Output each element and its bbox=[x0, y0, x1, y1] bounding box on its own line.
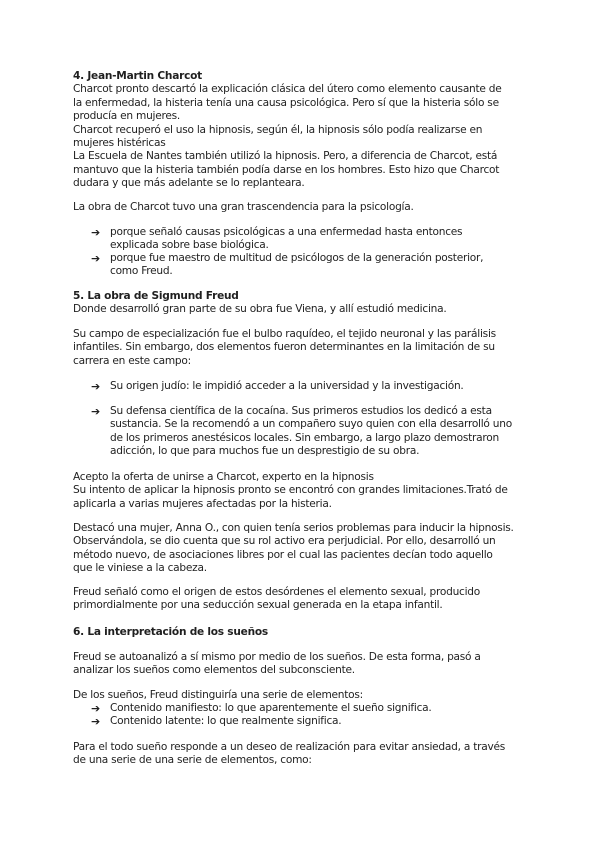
paragraph-line: La obra de Charcot tuvo una gran trascendencia para la psicología. bbox=[73, 201, 414, 213]
paragraph-line: Su campo de especialización fue el bulbo raquídeo, el tejido neuronal y las parálisis bbox=[73, 328, 496, 340]
arrow-bullet-icon: ➔ bbox=[91, 252, 100, 265]
paragraph-line: Charcot pronto descartó la explicación clásica del útero como elemento causante de bbox=[73, 83, 502, 96]
section-5 bbox=[73, 290, 528, 317]
list-item-text: porque señaló causas psicológicas a una enfermedad hasta entonces bbox=[110, 226, 463, 238]
paragraph bbox=[73, 741, 528, 768]
section-6 bbox=[73, 626, 528, 639]
arrow-bullet-icon: ➔ bbox=[91, 226, 100, 239]
paragraph bbox=[73, 201, 528, 214]
paragraph bbox=[73, 689, 528, 702]
paragraph-line: Para el todo sueño responde a un deseo de realización para evitar ansiedad, a través bbox=[73, 741, 506, 753]
paragraph-line: De los sueños, Freud distinguiría una serie de elementos: bbox=[73, 689, 363, 701]
paragraph-line: Destacó una mujer, Anna O., con quien tenía serios problemas para inducir la hipnosis. bbox=[73, 522, 514, 534]
paragraph-line: Freud se autoanalizó a sí mismo por medio de los sueños. De esta forma, pasó a bbox=[73, 651, 481, 663]
arrow-bullet-icon: ➔ bbox=[91, 715, 100, 728]
section-heading: 5. La obra de Sigmund Freud bbox=[73, 290, 239, 302]
paragraph bbox=[73, 586, 528, 613]
paragraph-line: Acepto la oferta de unirse a Charcot, experto en la hipnosis bbox=[73, 471, 374, 483]
paragraph-line: Su intento de aplicar la hipnosis pronto se encontró con grandes limitaciones.Trató de bbox=[73, 484, 508, 497]
arrow-bullet-icon: ➔ bbox=[91, 702, 100, 715]
section-heading: 4. Jean-Martin Charcot bbox=[73, 70, 202, 82]
paragraph-line: que le viniese a la cabeza. bbox=[73, 562, 207, 575]
paragraph-line: Freud señaló como el origen de estos desórdenes el elemento sexual, producido bbox=[73, 586, 481, 598]
list-item-text: Contenido manifiesto: lo que aparentemente el sueño significa. bbox=[110, 702, 432, 714]
list-item-text: Su origen judío: le impidió acceder a la universidad y la investigación. bbox=[110, 380, 464, 392]
section-4 bbox=[73, 70, 528, 191]
list-item-text: explicada sobre base biológica. bbox=[110, 239, 269, 252]
paragraph-line: dudara y que más adelante se lo replanteara. bbox=[73, 177, 305, 190]
paragraph-line: de una serie de una serie de elementos, como: bbox=[73, 754, 312, 767]
paragraph-line: Donde desarrolló gran parte de su obra fue Viena, y allí estudió medicina. bbox=[73, 303, 447, 316]
list-item-text: de los primeros anestésicos locales. Sin embargo, a largo plazo demostraron bbox=[110, 431, 499, 444]
paragraph-line: La Escuela de Nantes también utilizó la hipnosis. Pero, a diferencia de Charcot, está bbox=[73, 150, 498, 163]
paragraph-line: aplicarla a varias mujeres afectadas por la histeria. bbox=[73, 497, 332, 510]
list-item-text: sustancia. Se la recomendó a un compañero suyo quien con ella desarrolló uno bbox=[110, 418, 512, 431]
paragraph-line: infantiles. Sin embargo, dos elementos fueron determinantes en la limitación de su bbox=[73, 341, 495, 354]
paragraph-line: mantuvo que la histeria también podía darse en los hombres. Esto hizo que Charcot bbox=[73, 163, 500, 176]
paragraph-line: producía en mujeres. bbox=[73, 110, 181, 123]
paragraph-line: mujeres histéricas bbox=[73, 137, 166, 150]
arrow-bullet-icon: ➔ bbox=[91, 380, 100, 393]
list-item-text: porque fue maestro de multitud de psicólogos de la generación posterior, bbox=[110, 252, 484, 264]
section-heading: 6. La interpretación de los sueños bbox=[73, 626, 268, 638]
paragraph-line: carrera en este campo: bbox=[73, 354, 191, 367]
paragraph bbox=[73, 471, 528, 511]
list-item-text: Contenido latente: lo que realmente significa. bbox=[110, 715, 342, 727]
paragraph-line: Charcot recuperó el uso la hipnosis, según él, la hipnosis sólo podía realizarse en bbox=[73, 123, 483, 136]
list-item-text: Su defensa científica de la cocaína. Sus primeros estudios los dedicó a esta bbox=[110, 405, 492, 417]
paragraph bbox=[73, 651, 528, 678]
paragraph-line: la enfermedad, la histeria tenía una causa psicológica. Pero sí que la histeria sólo se bbox=[73, 96, 499, 109]
paragraph-line: Observándola, se dio cuenta que su rol activo era perjudicial. Por ello, desarrolló un bbox=[73, 535, 496, 548]
paragraph bbox=[73, 522, 528, 576]
arrow-bullet-icon: ➔ bbox=[91, 405, 100, 418]
paragraph-line: método nuevo, de asociaciones libres por el cual las pacientes decían todo aquello bbox=[73, 548, 493, 561]
list-item-text: como Freud. bbox=[110, 265, 173, 278]
list-item-text: adicción, lo que para muchos fue un desprestigio de su obra. bbox=[110, 445, 420, 458]
paragraph-line: analizar los sueños como elementos del subconsciente. bbox=[73, 664, 355, 677]
paragraph bbox=[73, 328, 528, 368]
paragraph-line: primordialmente por una seducción sexual generada en la etapa infantil. bbox=[73, 599, 443, 612]
